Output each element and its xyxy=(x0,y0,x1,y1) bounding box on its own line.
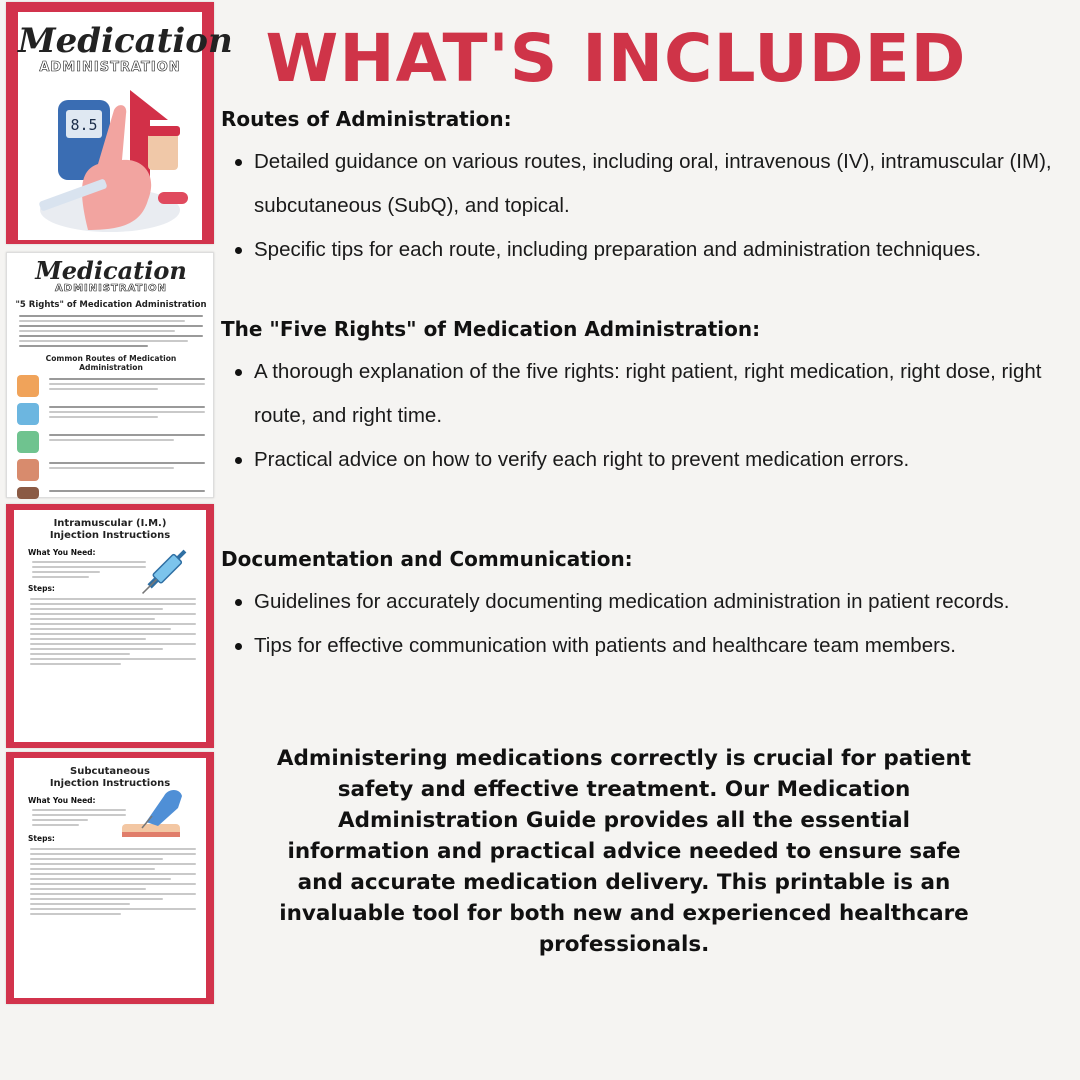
bullet-list xyxy=(221,140,1061,272)
rectal-icon xyxy=(17,487,39,499)
section-heading: Routes of Administration: xyxy=(221,107,512,131)
list-item: A thorough explanation of the five rights: right patient, right medication, right dose, right route, and right time. xyxy=(254,350,1061,438)
bullet-list xyxy=(221,580,1061,668)
section-routes xyxy=(221,104,1061,272)
pill xyxy=(158,192,188,204)
im-injection-thumbnail xyxy=(6,504,214,748)
subq-need-label: What You Need: xyxy=(28,796,96,805)
list-item: Practical advice on how to verify each right to prevent medication errors. xyxy=(254,438,1061,482)
pill-bottle-cap xyxy=(146,126,180,136)
section-heading: Documentation and Communication: xyxy=(221,547,633,571)
rights-page-subtitle: ADMINISTRATION xyxy=(55,283,167,294)
im-heading: Intramuscular (I.M.) Injection Instructions xyxy=(49,518,171,541)
syringe-icon xyxy=(138,538,198,598)
subq-heading: Subcutaneous Injection Instructions xyxy=(49,766,171,789)
meter-reading: 8.5 xyxy=(70,116,98,134)
summary-paragraph: Administering medications correctly is crucial for patient safety and effective treatment. Our Medication Administration Guide provides all the essential information and practical advice needed to ensure safe and accurate medication delivery. This printable is an invaluable tool for both new and experienced healthcare professionals. xyxy=(276,746,972,957)
rights-page-title: Medication xyxy=(35,256,187,285)
rights-page-thumbnail xyxy=(6,252,214,498)
section-documentation xyxy=(221,544,1061,668)
cover-thumbnail xyxy=(6,2,233,244)
content-area xyxy=(221,104,1061,668)
pill-bottle xyxy=(148,132,178,170)
im-need-label: What You Need: xyxy=(28,548,96,557)
gloved-hand-injection-icon xyxy=(118,784,188,844)
common-routes-heading: Common Routes of Medication Administration xyxy=(45,354,177,372)
subq-steps-label: Steps: xyxy=(28,834,55,843)
topical-icon xyxy=(17,431,39,453)
section-five-rights xyxy=(221,314,1061,482)
im-steps-label: Steps: xyxy=(28,584,55,593)
five-rights-heading: "5 Rights" of Medication Administration xyxy=(15,300,207,310)
list-item: Tips for effective communication with patients and healthcare team members. xyxy=(254,624,1061,668)
section-heading: The "Five Rights" of Medication Administration: xyxy=(221,317,761,341)
cover-title: Medication xyxy=(18,21,233,61)
list-item: Detailed guidance on various routes, including oral, intravenous (IV), intramuscular (IM), subcutaneous (SubQ), and topical. xyxy=(254,140,1061,228)
subq-injection-thumbnail xyxy=(6,752,214,1004)
cover-subtitle: ADMINISTRATION xyxy=(39,60,181,75)
routes-list xyxy=(13,372,209,502)
list-item: Specific tips for each route, including preparation and administration techniques. xyxy=(254,228,1061,272)
inhalation-icon xyxy=(17,459,39,481)
list-item: Guidelines for accurately documenting medication administration in patient records. xyxy=(254,580,1061,624)
injection-icon xyxy=(17,403,39,425)
medication-illustration xyxy=(18,80,202,240)
oral-icon xyxy=(17,375,39,397)
bullet-list xyxy=(221,350,1061,482)
page-title: WHAT'S INCLUDED xyxy=(265,20,967,97)
